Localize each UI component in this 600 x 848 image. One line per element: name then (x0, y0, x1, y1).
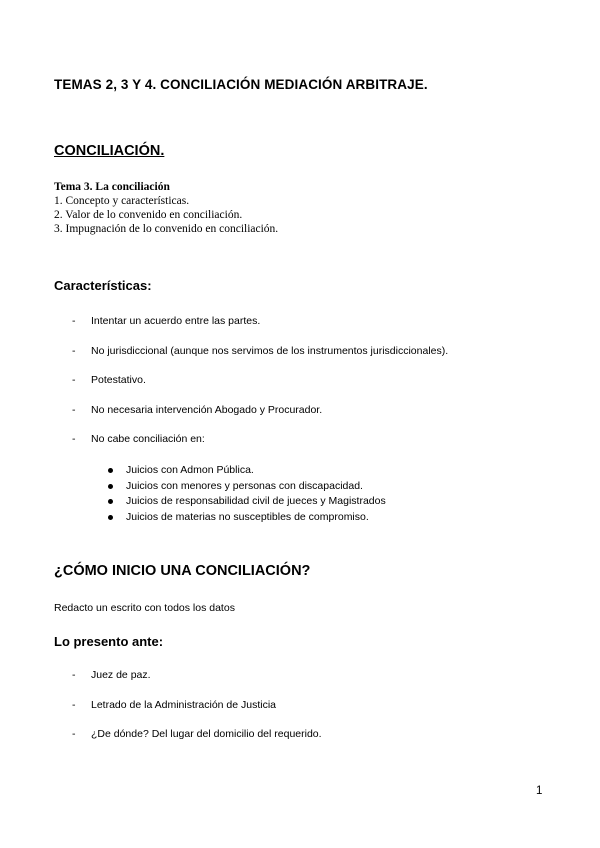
bullet-item: Juicios con menores y personas con discapacidad. (108, 479, 386, 495)
dash-marker: - (72, 699, 76, 711)
list-item (72, 728, 322, 740)
document-title: TEMAS 2, 3 Y 4. CONCILIACIÓN MEDIACIÓN ARBITRAJE. (54, 77, 428, 92)
dash-marker: - (72, 404, 76, 416)
list-item (72, 345, 448, 357)
inicio-text: Redacto un escrito con todos los datos (54, 602, 235, 614)
bullet-item: Juicios de materias no susceptibles de compromiso. (108, 510, 386, 526)
list-item-text: No cabe conciliación en: (91, 433, 205, 445)
tema-item: 1. Concepto y características. (54, 195, 190, 207)
list-item (72, 433, 205, 445)
tema-block (54, 180, 278, 236)
list-item (72, 669, 151, 681)
caracteristicas-heading: Características: (54, 278, 152, 293)
bullet-dot-icon (108, 484, 113, 489)
list-item-text: Letrado de la Administración de Justicia (91, 699, 277, 711)
page-number: 1 (536, 785, 543, 797)
dash-marker: - (72, 315, 76, 327)
bullet-item: Juicios de responsabilidad civil de jueces y Magistrados (108, 494, 386, 510)
list-item-text: No jurisdiccional (aunque nos servimos de los instrumentos jurisdiccionales). (91, 345, 449, 357)
list-item-text: Intentar un acuerdo entre las partes. (91, 315, 261, 327)
bullet-list (108, 463, 386, 525)
presento-heading: Lo presento ante: (54, 634, 164, 649)
section-heading-conciliacion: CONCILIACIÓN. (54, 143, 165, 159)
bullet-dot-icon (108, 515, 113, 520)
bullet-item: Juicios con Admon Pública. (108, 463, 386, 479)
list-item-text: No necesaria intervención Abogado y Procurador. (91, 404, 323, 416)
list-item-text: ¿De dónde? Del lugar del domicilio del requerido. (91, 728, 322, 740)
list-item (72, 404, 322, 416)
tema-item: 2. Valor de lo convenido en conciliación. (54, 209, 243, 221)
dash-marker: - (72, 433, 76, 445)
list-item (72, 374, 146, 386)
tema-item: 3. Impugnación de lo convenido en conciliación. (54, 223, 279, 235)
list-item-text: Juez de paz. (91, 669, 151, 681)
tema-heading: Tema 3. La conciliación (54, 181, 170, 193)
dash-marker: - (72, 669, 76, 681)
list-item-text: Potestativo. (91, 374, 146, 386)
dash-marker: - (72, 728, 76, 740)
bullet-dot-icon (108, 468, 113, 473)
list-item (72, 699, 276, 711)
bullet-dot-icon (108, 499, 113, 504)
inicio-heading: ¿CÓMO INICIO UNA CONCILIACIÓN? (54, 563, 311, 579)
dash-marker: - (72, 345, 76, 357)
dash-marker: - (72, 374, 76, 386)
list-item (72, 315, 260, 327)
